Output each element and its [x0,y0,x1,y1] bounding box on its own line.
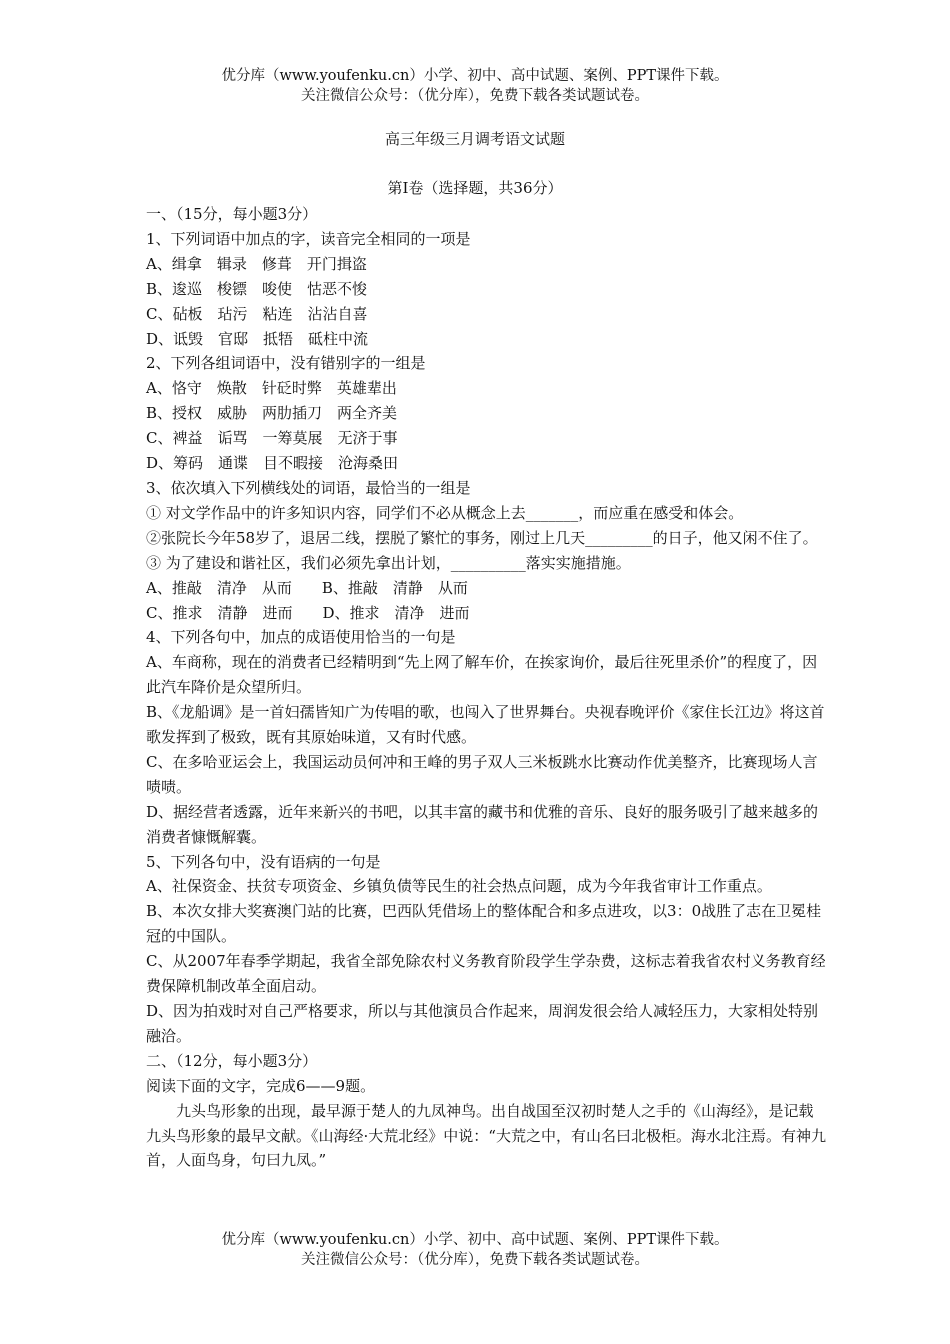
q4-option-b: B、《龙船调》是一首妇孺皆知广为传唱的歌，也闯入了世界舞台。央视春晚评价《家住长江边》将这首歌发挥到了极致，既有其原始味道，又有时代感。 [146,703,825,747]
q5-option-b: B、本次女排大奖赛澳门站的比赛，巴西队凭借场上的整体配合和多点进攻，以3：0战胜了志在卫冕桂冠的中国队。 [146,902,822,946]
page-footer [0,1230,950,1270]
question-1: 1、下列词语中加点的字，读音完全相同的一项是 [146,229,471,248]
exam-title: 高三年级三月调考语文试题 [384,130,565,148]
reading-instruction: 阅读下面的文字，完成6——9题。 [146,1076,376,1095]
page-header [0,66,950,106]
section-heading: 一、（15分，每小题3分） [146,205,318,223]
footer-line-2: 关注微信公众号：（优分库），免费下载各类试题试卷。 [301,1252,649,1268]
q3-sentence-1: ① 对文学作品中的许多知识内容，同学们不必从概念上去_______，而应重在感受和体会。 [146,503,744,522]
reading-passage: 九头鸟形象的出现，最早源于楚人的九凤神鸟。出自战国至汉初时楚人之手的《山海经》，是记载九头鸟形象的最早文献。《山海经·大荒北经》中说：“大荒之中，有山名曰北极柜。海水北注焉。有神九首，人面鸟身，句曰九凤。” [146,1101,826,1170]
q2-option-b: B、授权 威胁 两肋插刀 两全齐美 [146,404,398,423]
q2-option-d: D、筹码 通谍 目不暇接 沧海桑田 [146,454,399,473]
header-line-2: 关注微信公众号：（优分库），免费下载各类试题试卷。 [301,88,649,104]
question-2: 2、下列各组词语中，没有错别字的一组是 [146,354,426,373]
q4-option-c: C、在多哈亚运会上，我国运动员何冲和王峰的男子双人三米板跳水比赛动作优美整齐，比赛现场人言啧啧。 [146,752,818,796]
q3-options-cd: C、推求 清静 进而 D、推求 清净 进而 [146,603,470,622]
q1-option-c: C、砧板 玷污 粘连 沾沾自喜 [146,304,368,323]
q1-option-b: B、逡巡 梭镖 唆使 怙恶不悛 [146,279,368,298]
q5-option-d: D、因为拍戏时对自己严格要求，所以与其他演员合作起来，周润发很会给人减轻压力，大家相处特别融洽。 [146,1002,819,1045]
q2-option-c: C、裨益 诟骂 一筹莫展 无济于事 [146,429,398,448]
q3-sentence-3: ③ 为了建设和谐社区，我们必须先拿出计划，__________落实实施措施。 [146,553,631,572]
q4-option-a: A、车商称，现在的消费者已经精明到“先上网了解车价，在挨家询价，最后往死里杀价”的程度了，因此汽车降价是众望所归。 [146,653,818,697]
q1-option-a: A、缉拿 辑录 修葺 开门揖盗 [146,254,367,273]
q4-option-d: D、据经营者透露，近年来新兴的书吧，以其丰富的藏书和优雅的音乐、良好的服务吸引了越来越多的消费者慷慨解囊。 [146,802,819,846]
question-3: 3、依次填入下列横线处的词语，最恰当的一组是 [146,478,471,497]
q5-option-a: A、社保资金、扶贫专项资金、乡镇负债等民生的社会热点问题，成为今年我省审计工作重点。 [146,877,772,896]
question-5: 5、下列各句中，没有语病的一句是 [146,852,381,871]
q5-option-c: C、从2007年春季学期起，我省全部免除农村义务教育阶段学生学杂费，这标志着我省农村义务教育经费保障机制改革全面启动。 [146,952,826,996]
header-line-1: 优分库（www.youfenku.cn）小学、初中、高中试题、案例、PPT课件下载。 [221,68,729,84]
q1-option-d: D、诋毁 官邸 抵牾 砥柱中流 [146,329,369,348]
question-4: 4、下列各句中，加点的成语使用恰当的一句是 [146,628,456,647]
section-2-heading: 二、（12分，每小题3分） [146,1051,318,1070]
exam-body [146,202,826,1173]
footer-line-1: 优分库（www.youfenku.cn）小学、初中、高中试题、案例、PPT课件下载。 [221,1232,729,1248]
q3-sentence-2: ②张院长今年58岁了，退居二线，摆脱了繁忙的事务，刚过上几天_________的日子，他又闲不住了。 [146,528,818,547]
q2-option-a: A、恪守 焕散 针砭时弊 英雄辈出 [146,379,397,398]
part-title: 第Ⅰ卷（选择题，共36分） [387,179,563,197]
q3-options-ab: A、推敲 清净 从而 B、推敲 清静 从而 [146,578,468,597]
